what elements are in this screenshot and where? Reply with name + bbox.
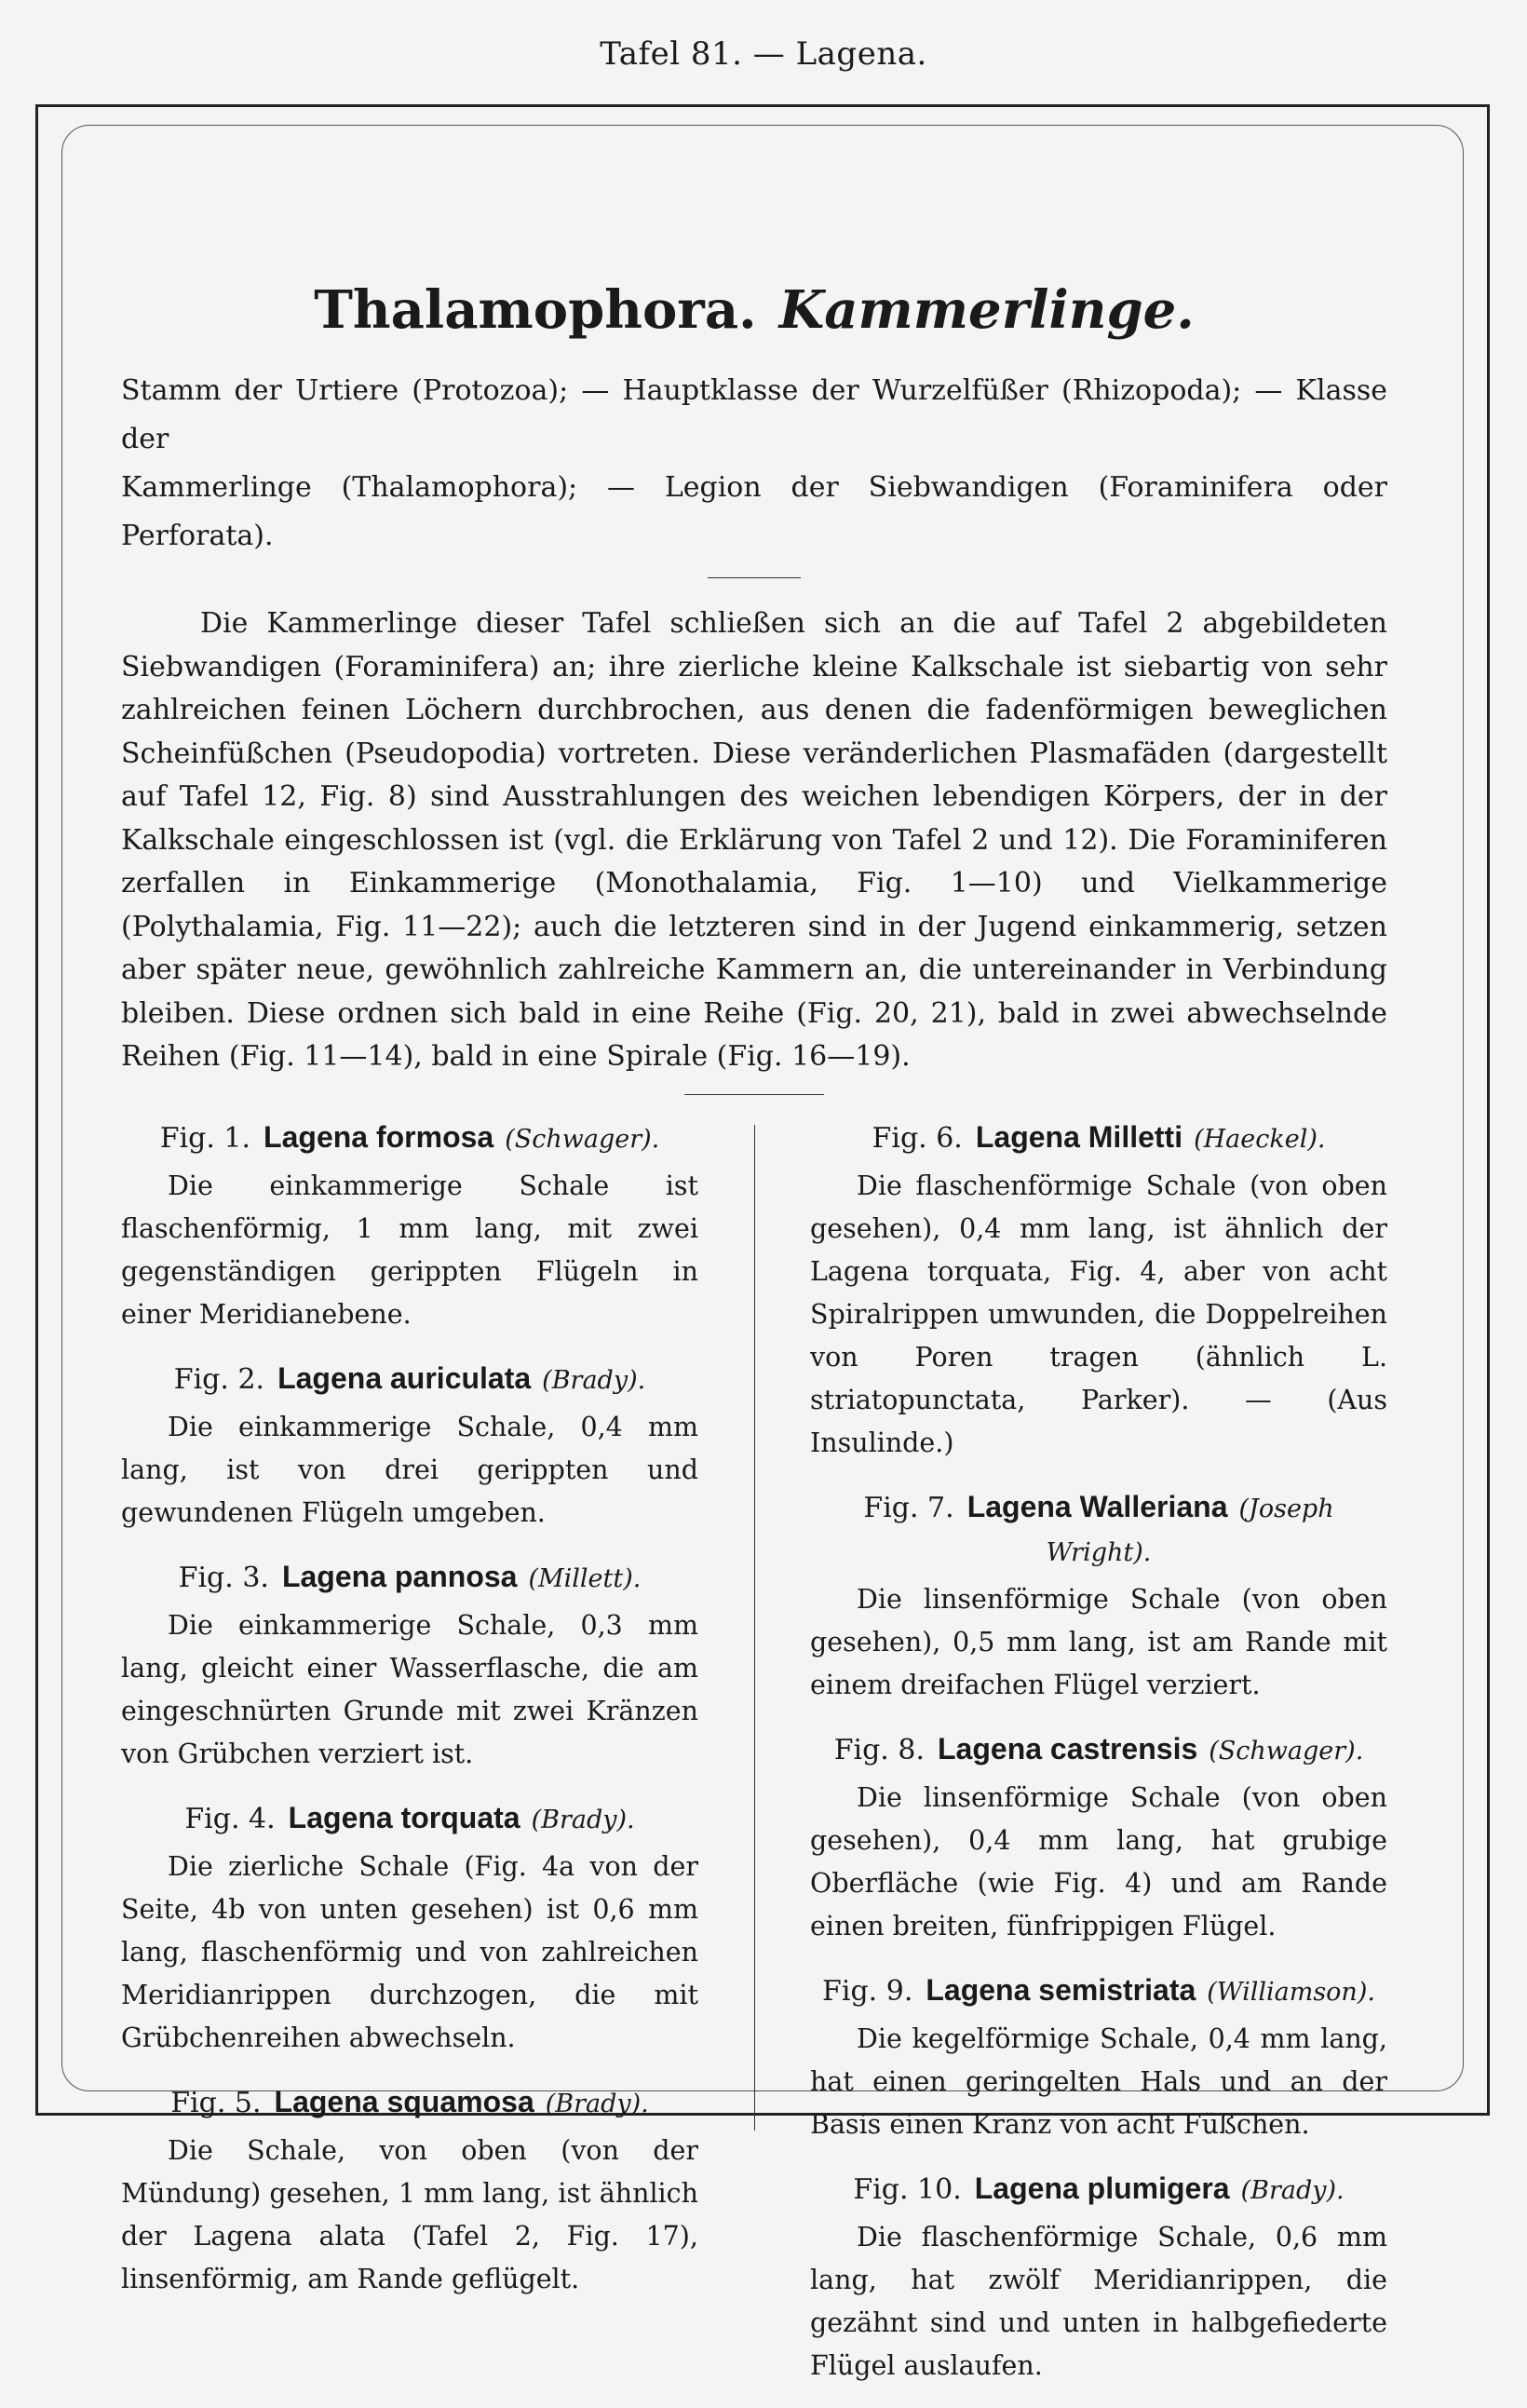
divider-rule: [708, 577, 801, 578]
right-column: [810, 1116, 1387, 2408]
classification-line-1: Stamm der Urtiere (Protozoa); — Hauptklasse der Wurzelfüßer (Rhizopoda); — Klasse der: [121, 374, 1387, 455]
figure-heading: [121, 1116, 698, 1161]
figure-entry: [121, 1357, 698, 1535]
figure-number: Fig. 5.: [170, 2086, 262, 2119]
species-name: Lagena semistriata: [926, 1972, 1196, 2007]
species-name: Lagena Walleriana: [966, 1489, 1228, 1523]
figure-entry: [810, 1968, 1387, 2146]
figure-entry: [121, 1116, 698, 1336]
figure-heading: [121, 1357, 698, 1402]
figure-description: Die flaschenförmige Schale (von oben gesehen), 0,4 mm lang, ist ähnlich der Lagena torquata, Fig. 4, aber von acht Spiralrippen umwunden, die Doppelreihen von Poren tragen (ähnlich L. striatopunctata, Parker). — (Aus Insulinde.): [810, 1170, 1387, 1458]
author-name: (Brady).: [542, 1365, 646, 1395]
author-name: (Haeckel).: [1194, 1124, 1326, 1154]
species-name: Lagena castrensis: [938, 1731, 1198, 1765]
species-name: Lagena squamosa: [274, 2084, 534, 2118]
figure-entry: [121, 1555, 698, 1776]
figure-description: Die einkammerige Schale ist flaschenförmig, 1 mm lang, mit zwei gegenständigen gerippten Flügeln in einer Meridianebene.: [121, 1170, 698, 1330]
figure-description: Die linsenförmige Schale (von oben gesehen), 0,4 mm lang, hat grubige Oberfläche (wie Fig. 4) und am Rande einen breiten, fünfrippigen Flügel.: [810, 1781, 1387, 1941]
figure-entry: [810, 1727, 1387, 1948]
species-name: Lagena torquata: [288, 1800, 520, 1834]
figure-number: Fig. 8.: [833, 1733, 925, 1766]
figure-description: Die kegelförmige Schale, 0,4 mm lang, hat einen geringelten Hals und an der Basis einen Kranz von acht Füßchen.: [810, 2022, 1387, 2140]
author-name: (Brady).: [545, 2089, 649, 2118]
page-content: [121, 279, 1387, 2408]
intro-paragraph: Die Kammerlinge dieser Tafel schließen sich an die auf Tafel 2 abgebildeten Siebwandigen (Foraminifera) an; ihre zierliche kleine Kalkschale ist siebartig von sehr zahlreichen feinen Löchern durchbrochen, aus denen die fadenförmigen beweglichen Scheinfüßchen (Pseudopodia) vortreten. Diese veränderlichen Plasmafäden (dargestellt auf Tafel 12, Fig. 8) sind Ausstrahlungen des weichen lebendigen Körpers, der in der Kalkschale eingeschlossen ist (vgl. die Erklärung von Tafel 2 und 12). Die Foraminiferen zerfallen in Einkammerige (Monothalamia, Fig. 1—10) und Vielkammerige (Polythalamia, Fig. 11—22); auch die letzteren sind in der Jugend einkammerig, setzen aber später neue, gewöhnlich zahlreiche Kammern an, die untereinander in Verbindung bleiben. Diese ordnen sich bald in eine Reihe (Fig. 20, 21), bald in zwei abwechselnde Reihen (Fig. 11—14), bald in eine Spirale (Fig. 16—19).: [121, 607, 1387, 1073]
left-column: [121, 1116, 698, 2408]
species-name: Lagena auriculata: [277, 1360, 532, 1395]
figure-entry: [121, 1796, 698, 2060]
figure-description: Die zierliche Schale (Fig. 4a von der Seite, 4b von unten gesehen) ist 0,6 mm lang, flaschenförmig und von zahlreichen Meridianrippen durchzogen, die mit Grübchenreihen abwechseln.: [121, 1850, 698, 2053]
divider-rule: [684, 1094, 824, 1095]
figure-heading: [121, 1796, 698, 1842]
figure-heading: [810, 2167, 1387, 2212]
figure-description: Die linsenförmige Schale (von oben gesehen), 0,5 mm lang, ist am Rande mit einem dreifachen Flügel verziert.: [810, 1583, 1387, 1700]
species-name: Lagena pannosa: [281, 1559, 518, 1593]
figure-number: Fig. 6.: [872, 1121, 963, 1155]
title-latin: Thalamophora.: [314, 279, 757, 341]
figure-heading: [121, 1555, 698, 1601]
author-name: (Williamson).: [1207, 1977, 1375, 2007]
author-name: (Brady).: [1240, 2175, 1345, 2205]
figure-number: Fig. 10.: [853, 2172, 962, 2206]
figure-heading: [810, 1485, 1387, 1575]
author-name: (Millett).: [528, 1563, 642, 1593]
figure-entry: [810, 1485, 1387, 1707]
column-divider: [754, 1125, 755, 2131]
author-name: (Joseph Wright).: [1046, 1494, 1334, 1567]
figure-number: Fig. 7.: [863, 1491, 954, 1524]
figure-columns: [121, 1116, 1387, 2408]
species-name: Lagena plumigera: [974, 2171, 1230, 2205]
author-name: (Brady).: [531, 1805, 635, 1834]
figure-description: Die einkammerige Schale, 0,3 mm lang, gleicht einer Wasserflasche, die am eingeschnürten Grunde mit zwei Kränzen von Grübchen verziert ist.: [121, 1609, 698, 1769]
figure-number: Fig. 2.: [173, 1362, 265, 1396]
figure-heading: [810, 1727, 1387, 1773]
figure-description: Die flaschenförmige Schale, 0,6 mm lang, hat zwölf Meridianrippen, die gezähnt sind und unten in halbgefiederte Flügel auslaufen.: [810, 2221, 1387, 2381]
figure-number: Fig. 9.: [822, 1974, 913, 2008]
figure-description: Die einkammerige Schale, 0,4 mm lang, ist von drei gerippten und gewundenen Flügeln umgeben.: [121, 1411, 698, 1528]
author-name: (Schwager).: [505, 1124, 660, 1154]
running-head: Tafel 81. — Lagena.: [600, 35, 927, 73]
figure-heading: [121, 2080, 698, 2126]
figure-number: Fig. 1.: [159, 1121, 251, 1155]
figure-number: Fig. 3.: [178, 1561, 269, 1594]
figure-description: Die Schale, von oben (von der Mündung) gesehen, 1 mm lang, ist ähnlich der Lagena alata (Tafel 2, Fig. 17), linsenförmig, am Rande geflügelt.: [121, 2134, 698, 2294]
classification: [121, 367, 1387, 561]
title-german: Kammerlinge.: [778, 279, 1195, 341]
figure-entry: [121, 2080, 698, 2301]
classification-line-2: Kammerlinge (Thalamophora); — Legion der Siebwandigen (Foraminifera oder Perforata).: [121, 471, 1387, 552]
figure-number: Fig. 4.: [184, 1802, 276, 1835]
figure-entry: [810, 1116, 1387, 1465]
species-name: Lagena Milletti: [975, 1119, 1183, 1154]
figure-heading: [810, 1116, 1387, 1161]
figure-heading: [810, 1968, 1387, 2014]
figure-entry: [810, 2167, 1387, 2388]
page-title: [121, 279, 1387, 341]
species-name: Lagena formosa: [264, 1119, 494, 1154]
author-name: (Schwager).: [1209, 1736, 1364, 1765]
